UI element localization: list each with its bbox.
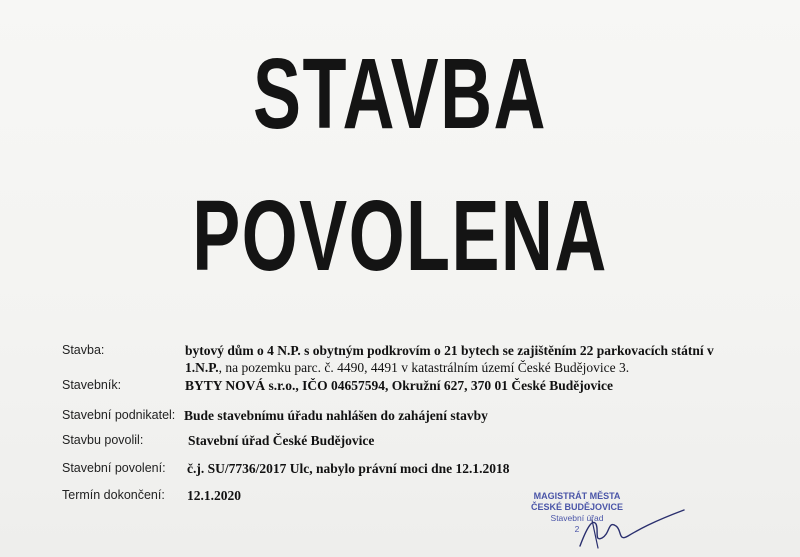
stamp-line3: Stavební úřad: [550, 513, 604, 523]
label-dokonceni: Termín dokončení:: [62, 488, 165, 502]
stamp-line4: 2: [574, 524, 580, 534]
headline-stavba: STAVBA: [253, 38, 547, 150]
label-povolil: Stavbu povolil:: [62, 433, 144, 447]
value-povolil: Stavební úřad České Budějovice: [188, 433, 375, 448]
value-podnikatel: Bude stavebnímu úřadu nahlášen do zahájení stavby: [184, 408, 488, 423]
value-stavba-line1: bytový dům o 4 N.P. s obytným podkrovím o 21 bytech se zajištěním 22 parkovacích státní v: [185, 343, 714, 358]
headline-povolena: POVOLENA: [192, 180, 608, 292]
value-stavba-line2-bold: 1.N.P.: [185, 360, 219, 375]
label-stavebnik: Stavebník:: [62, 378, 122, 392]
signature-image: [572, 500, 692, 550]
stamp-line1: MAGISTRÁT MĚSTA: [533, 491, 621, 501]
value-stavebnik: BYTY NOVÁ s.r.o., IČO 04657594, Okružní 627, 370 01 České Budějovice: [185, 378, 614, 393]
label-podnikatel: Stavební podnikatel:: [62, 408, 176, 422]
stamp-line2: ČESKÉ BUDĚJOVICE: [530, 502, 624, 512]
value-dokonceni: 12.1.2020: [187, 488, 241, 503]
label-povoleni: Stavební povolení:: [62, 461, 166, 475]
value-povoleni: č.j. SU/7736/2017 Ulc, nabylo právní moci dne 12.1.2018: [187, 461, 510, 476]
value-stavba-line2-rest: , na pozemku parc. č. 4490, 4491 v katastrálním území České Budějovice 3.: [218, 360, 630, 375]
label-stavba: Stavba:: [62, 343, 105, 357]
value-stavba: [185, 342, 714, 376]
